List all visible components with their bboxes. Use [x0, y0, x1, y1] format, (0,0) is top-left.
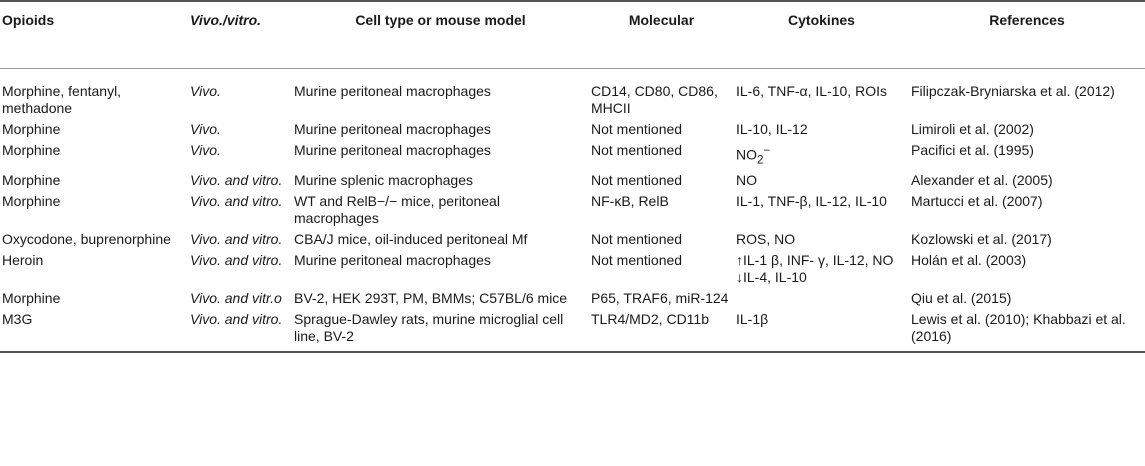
- table-row: [0, 192, 1145, 230]
- header-references: References: [909, 1, 1145, 69]
- cell-cytokines: IL-10, IL-12: [736, 121, 808, 137]
- cell-molecular: Not mentioned: [591, 142, 683, 158]
- cell-vivo: Vivo. and vitr.o: [190, 290, 282, 307]
- cell-cell-type: BV-2, HEK 293T, PM, BMMs; C57BL/6 mice: [294, 290, 568, 307]
- table-row: [0, 230, 1145, 251]
- table-row: [0, 251, 1145, 289]
- cell-cell-type: Murine peritoneal macrophages: [294, 121, 491, 137]
- cell-references: Alexander et al. (2005): [911, 172, 1053, 189]
- cell-cell-type: WT and RelB−/− mice, peritoneal macrophages: [294, 193, 500, 227]
- cell-molecular: Not mentioned: [591, 252, 683, 269]
- cell-cytokines: ROS, NO: [736, 231, 796, 248]
- cell-opioids: Morphine: [2, 193, 61, 210]
- cell-molecular: Not mentioned: [591, 121, 683, 137]
- cell-opioids: M3G: [0, 310, 188, 352]
- table-row: [0, 69, 1145, 121]
- cytokine-line-up: ↑IL-1 β, INF- γ, IL-12, NO: [736, 252, 894, 269]
- cell-cell-type: Sprague-Dawley rats, murine microglial cell line, BV-2: [292, 310, 589, 352]
- table-row: [0, 310, 1145, 352]
- header-row: [0, 1, 1145, 69]
- cell-vivo: Vivo.: [190, 83, 221, 99]
- cell-references: Pacifici et al. (1995): [911, 142, 1034, 158]
- cell-cytokines: NO: [736, 172, 757, 189]
- cell-cell-type: Murine peritoneal macrophages: [294, 252, 491, 269]
- cell-molecular: TLR4/MD2, CD11b: [589, 310, 734, 352]
- cell-vivo: Vivo. and vitro.: [188, 310, 292, 352]
- table-row: [0, 171, 1145, 192]
- cell-references: Holán et al. (2003): [911, 252, 1027, 269]
- cell-cell-type: CBA/J mice, oil-induced peritoneal Mf: [294, 231, 528, 248]
- header-cell-type: Cell type or mouse model: [292, 1, 589, 69]
- cell-molecular: Not mentioned: [591, 231, 683, 248]
- cell-cytokines: [734, 289, 909, 310]
- cell-references: Filipczak-Bryniarska et al. (2012): [911, 83, 1115, 99]
- cell-molecular: CD14, CD80, CD86, MHCII: [591, 83, 718, 116]
- cell-molecular: P65, TRAF6, miR-124: [591, 290, 729, 307]
- cell-molecular: Not mentioned: [591, 172, 683, 189]
- cell-cell-type: Murine splenic macrophages: [294, 172, 473, 189]
- cytokine-line-down: ↓IL-4, IL-10: [736, 269, 807, 286]
- cytokine-sup: −: [763, 144, 771, 157]
- cell-vivo: Vivo.: [190, 121, 221, 137]
- cell-cytokines: IL-6, TNF-α, IL-10, ROIs: [736, 83, 887, 99]
- cell-opioids: Morphine: [2, 290, 61, 307]
- cell-cell-type: Murine peritoneal macrophages: [294, 83, 491, 99]
- cytokine-main: NO: [736, 146, 757, 163]
- cell-vivo: Vivo. and vitro.: [190, 172, 283, 189]
- cell-references: Lewis et al. (2010); Khabbazi et al. (2016): [909, 310, 1145, 352]
- cell-molecular: NF-κB, RelB: [591, 193, 669, 210]
- header-vivo-vitro: Vivo./vitro.: [188, 1, 292, 69]
- table-row: [0, 120, 1145, 141]
- cell-references: Qiu et al. (2015): [911, 290, 1012, 307]
- cell-opioids: Oxycodone, buprenorphine: [2, 231, 171, 248]
- cell-references: Kozlowski et al. (2017): [911, 231, 1052, 248]
- table-row: [0, 141, 1145, 171]
- cell-cell-type: Murine peritoneal macrophages: [294, 142, 491, 158]
- cell-cytokines: IL-1, TNF-β, IL-12, IL-10: [736, 193, 887, 210]
- cell-opioids: Heroin: [2, 252, 44, 269]
- header-cytokines: Cytokines: [734, 1, 909, 69]
- cell-vivo: Vivo. and vitro.: [190, 231, 283, 248]
- cell-vivo: Vivo. and vitro.: [190, 252, 283, 269]
- cell-cytokines: IL-1β: [734, 310, 909, 352]
- header-opioids: Opioids: [0, 1, 188, 69]
- header-molecular: Molecular: [589, 1, 734, 69]
- cell-vivo: Vivo. and vitro.: [190, 193, 283, 210]
- cell-opioids: Morphine, fentanyl, methadone: [2, 83, 122, 116]
- cell-opioids: Morphine: [2, 142, 61, 158]
- cell-references: Martucci et al. (2007): [911, 193, 1043, 210]
- cell-opioids: Morphine: [2, 172, 61, 189]
- cell-opioids: Morphine: [2, 121, 61, 137]
- cell-cytokines: [734, 141, 909, 171]
- cell-references: Limiroli et al. (2002): [911, 121, 1034, 137]
- cell-cytokines: [734, 251, 909, 289]
- table-row: [0, 289, 1145, 310]
- cytokine-sub: 2: [757, 153, 764, 167]
- cell-vivo: Vivo.: [190, 142, 221, 158]
